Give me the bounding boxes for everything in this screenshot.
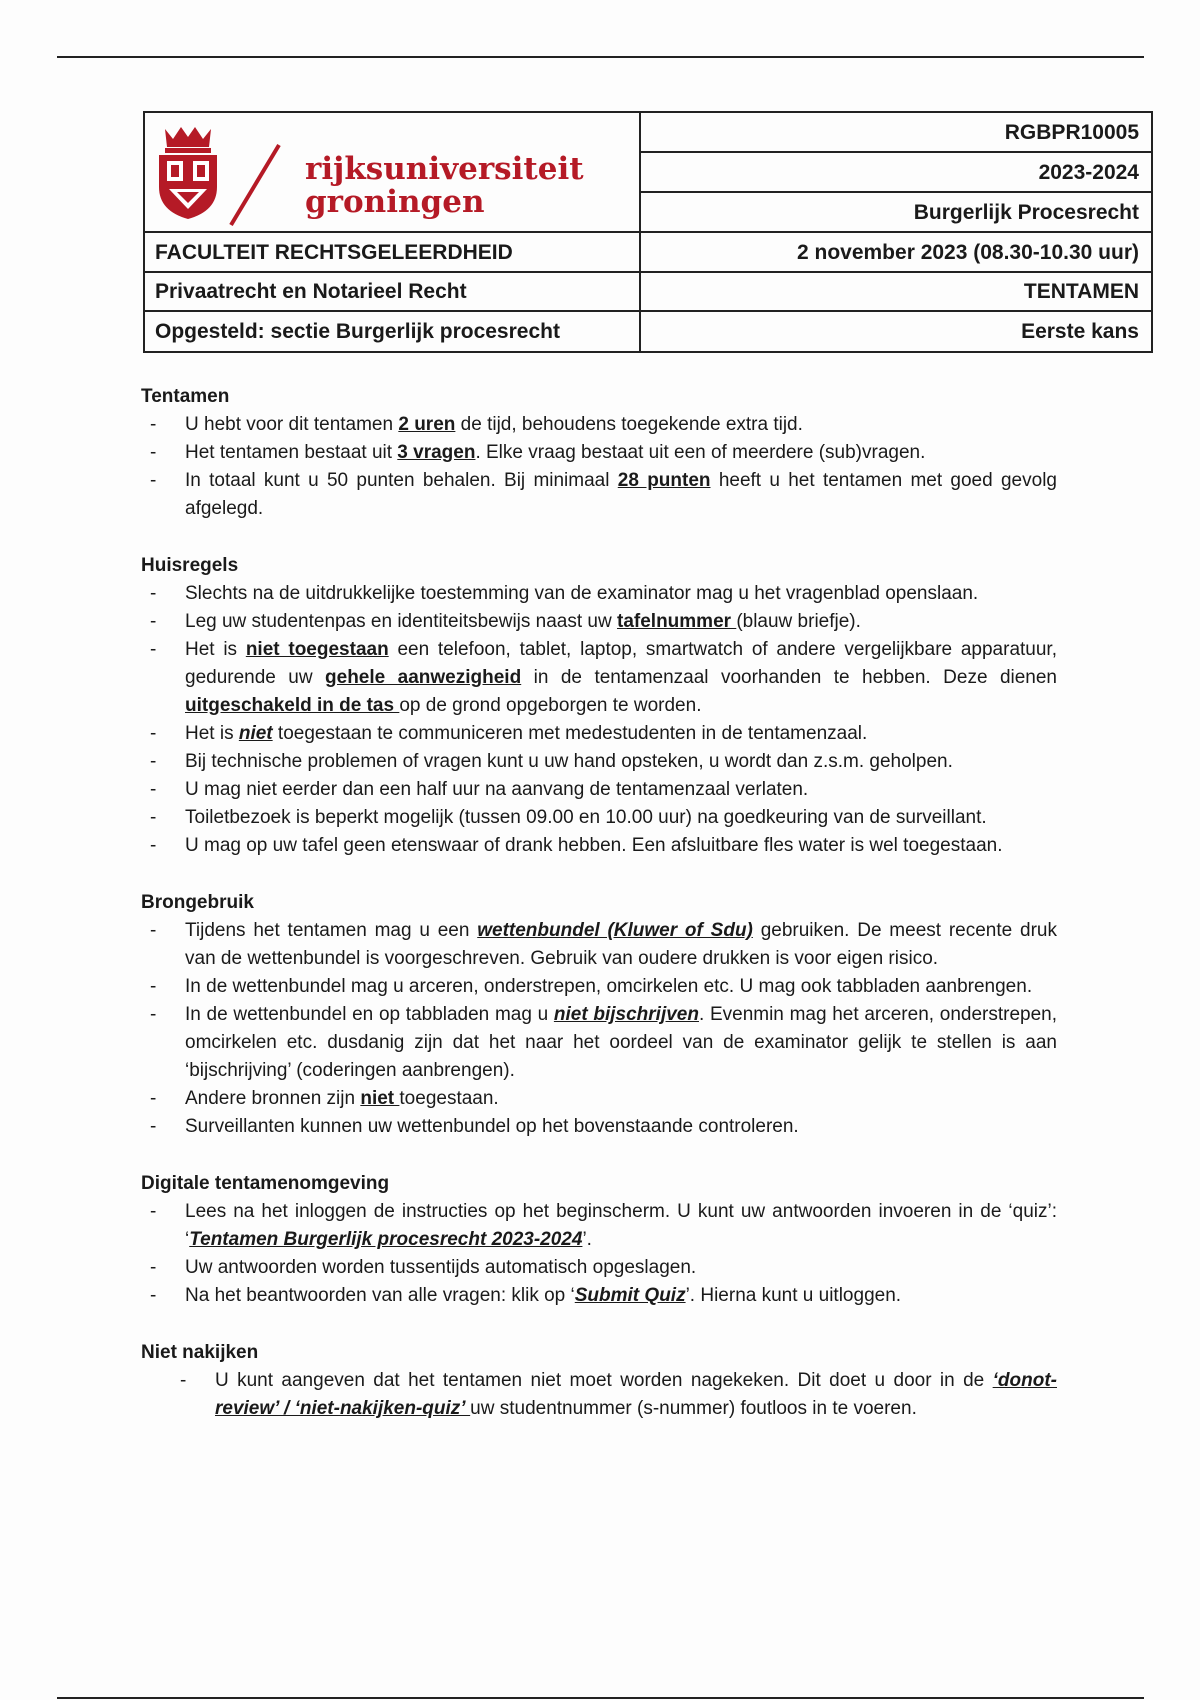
list-item [141, 1001, 1057, 1085]
text: Andere bronnen zijn [185, 1088, 361, 1109]
list-item: - U mag op uw tafel geen etenswaar of drank hebben. Een afsluitbare fles water is wel toegestaan. [141, 832, 1057, 860]
text: Lees na het inloggen de instructies op het beginscherm. U kunt uw antwoorden invoeren in de ‘quiz’: ‘ [185, 1201, 1057, 1250]
logo-wordmark [305, 153, 584, 219]
course-name: Burgerlijk Procesrecht [913, 201, 1139, 224]
section-title: Huisregels [141, 555, 239, 576]
text: ’. [582, 1229, 592, 1250]
list-item: - In de wettenbundel mag u arceren, onderstrepen, omcirkelen etc. U mag ook tabbladen aanbrengen. [141, 973, 1057, 1001]
emphasis: niet toegestaan [245, 639, 389, 660]
text: gebruiken. De meest recente druk van de wettenbundel is voorgeschreven. Gebruik van oudere drukken is voor eigen risico. [185, 920, 1057, 969]
emphasis: niet [360, 1088, 400, 1109]
text: . Elke vraag bestaat uit een of meerdere (sub)vragen. [475, 442, 926, 463]
attempt: Eerste kans [1021, 320, 1139, 343]
department: Privaatrecht en Notarieel Recht [155, 280, 467, 303]
emphasis: wettenbundel (Kluwer of Sdu) [477, 920, 753, 941]
university-logo [153, 123, 633, 233]
list-item: - Surveillanten kunnen uw wettenbundel op het bovenstaande controleren. [141, 1113, 1057, 1141]
list-item [141, 917, 1057, 973]
emphasis: gehele aanwezigheid [325, 667, 522, 688]
instructions [141, 383, 1057, 1452]
text: U hebt voor dit tentamen [185, 414, 399, 435]
text: Het is [185, 723, 239, 744]
text: In totaal kunt u 50 punten behalen. Bij minimaal [185, 470, 618, 491]
emphasis: tafelnummer [617, 611, 737, 632]
list-item [141, 1198, 1057, 1254]
list-item [141, 439, 1057, 467]
list-item [141, 636, 1057, 720]
section-brongebruik [141, 889, 1057, 1141]
list-item [141, 411, 1057, 439]
list-item [141, 1085, 1057, 1113]
text: toegestaan. [399, 1088, 499, 1109]
logo-slash [225, 123, 285, 233]
text: toegestaan te communiceren met medestudenten in de tentamenzaal. [272, 723, 868, 744]
list-item: - Bij technische problemen of vragen kunt u uw hand opsteken, u wordt dan z.s.m. geholpen. [141, 748, 1057, 776]
list-item [141, 608, 1057, 636]
top-rule [57, 56, 1144, 58]
course-code: RGBPR10005 [1004, 121, 1139, 144]
logo-line-1: rijksuniversiteit [305, 151, 584, 187]
section-title: Digitale tentamenomgeving [141, 1173, 390, 1194]
emphasis: niet bijschrijven [553, 1004, 699, 1025]
text: op de grond opgeborgen te worden. [399, 695, 702, 716]
text: U kunt aangeven dat het tentamen niet moet worden nagekeken. Dit doet u door in de [215, 1370, 993, 1391]
section-niet-nakijken [141, 1339, 1057, 1423]
text: Leg uw studentenpas en identiteitsbewijs naast uw [185, 611, 617, 632]
text: In de wettenbundel en op tabbladen mag u [185, 1004, 554, 1025]
list-item [141, 1367, 1057, 1423]
text: in de tentamenzaal voorhanden te hebben. Deze dienen [521, 667, 1058, 688]
academic-year: 2023-2024 [1038, 161, 1139, 184]
list-item [141, 720, 1057, 748]
faculty: FACULTEIT RECHTSGELEERDHEID [155, 241, 513, 264]
text: Na het beantwoorden van alle vragen: klik op ‘ [185, 1285, 575, 1306]
text: uw studentnummer (s-nummer) foutloos in te voeren. [470, 1398, 917, 1419]
emphasis: 2 uren [398, 414, 456, 435]
text: de tijd, behoudens toegekende extra tijd. [455, 414, 803, 435]
emphasis: Tentamen Burgerlijk procesrecht 2023-2024 [189, 1229, 583, 1250]
exam-date-time: 2 november 2023 (08.30-10.30 uur) [796, 241, 1139, 264]
list-item: - U mag niet eerder dan een half uur na aanvang de tentamenzaal verlaten. [141, 776, 1057, 804]
section-tentamen [141, 383, 1057, 523]
composed-by: Opgesteld: sectie Burgerlijk procesrecht [155, 320, 560, 343]
text: Tijdens het tentamen mag u een [185, 920, 478, 941]
section-title: Tentamen [141, 386, 230, 407]
text: (blauw briefje). [736, 611, 861, 632]
emphasis: 28 punten [617, 470, 711, 491]
section-digitaal [141, 1170, 1057, 1310]
emphasis: niet [238, 723, 273, 744]
text: een telefoon, tablet, laptop, smartwatch of andere vergelijkbare apparatuur, gedurende uw [185, 639, 1057, 688]
section-title: Brongebruik [141, 892, 254, 913]
text: Het is [185, 639, 246, 660]
emphasis: ‘donot-review’ / ‘niet-nakijken-quiz’ [215, 1370, 1057, 1419]
text: Het tentamen bestaat uit [185, 442, 398, 463]
header-table [143, 111, 1153, 353]
bottom-rule [57, 1697, 1144, 1699]
text: ’. Hierna kunt u uitloggen. [685, 1285, 902, 1306]
section-huisregels [141, 552, 1057, 860]
emphasis: 3 vragen [397, 442, 476, 463]
list-item: - Toiletbezoek is beperkt mogelijk (tussen 09.00 en 10.00 uur) na goedkeuring van de surveillant. [141, 804, 1057, 832]
exam-type: TENTAMEN [1023, 280, 1139, 303]
section-title: Niet nakijken [141, 1342, 259, 1363]
logo-line-2: groningen [305, 184, 485, 220]
list-item: - Uw antwoorden worden tussentijds automatisch opgeslagen. [141, 1254, 1057, 1282]
list-item: - Slechts na de uitdrukkelijke toestemming van de examinator mag u het vragenblad openslaan. [141, 580, 1057, 608]
text: . Evenmin mag het arceren, onderstrepen, omcirkelen etc. dusdanig zijn dat het naar het oordeel van de examinator gelijk te stellen is aan ‘bijschrijving’ (coderingen aanbrengen). [185, 1004, 1057, 1081]
emphasis: Submit Quiz [574, 1285, 686, 1306]
list-item [141, 1282, 1057, 1310]
list-item [141, 467, 1057, 523]
emphasis: uitgeschakeld in de tas [185, 695, 400, 716]
crest-icon [153, 125, 223, 221]
text: heeft u het tentamen met goed gevolg afgelegd. [185, 470, 1057, 519]
